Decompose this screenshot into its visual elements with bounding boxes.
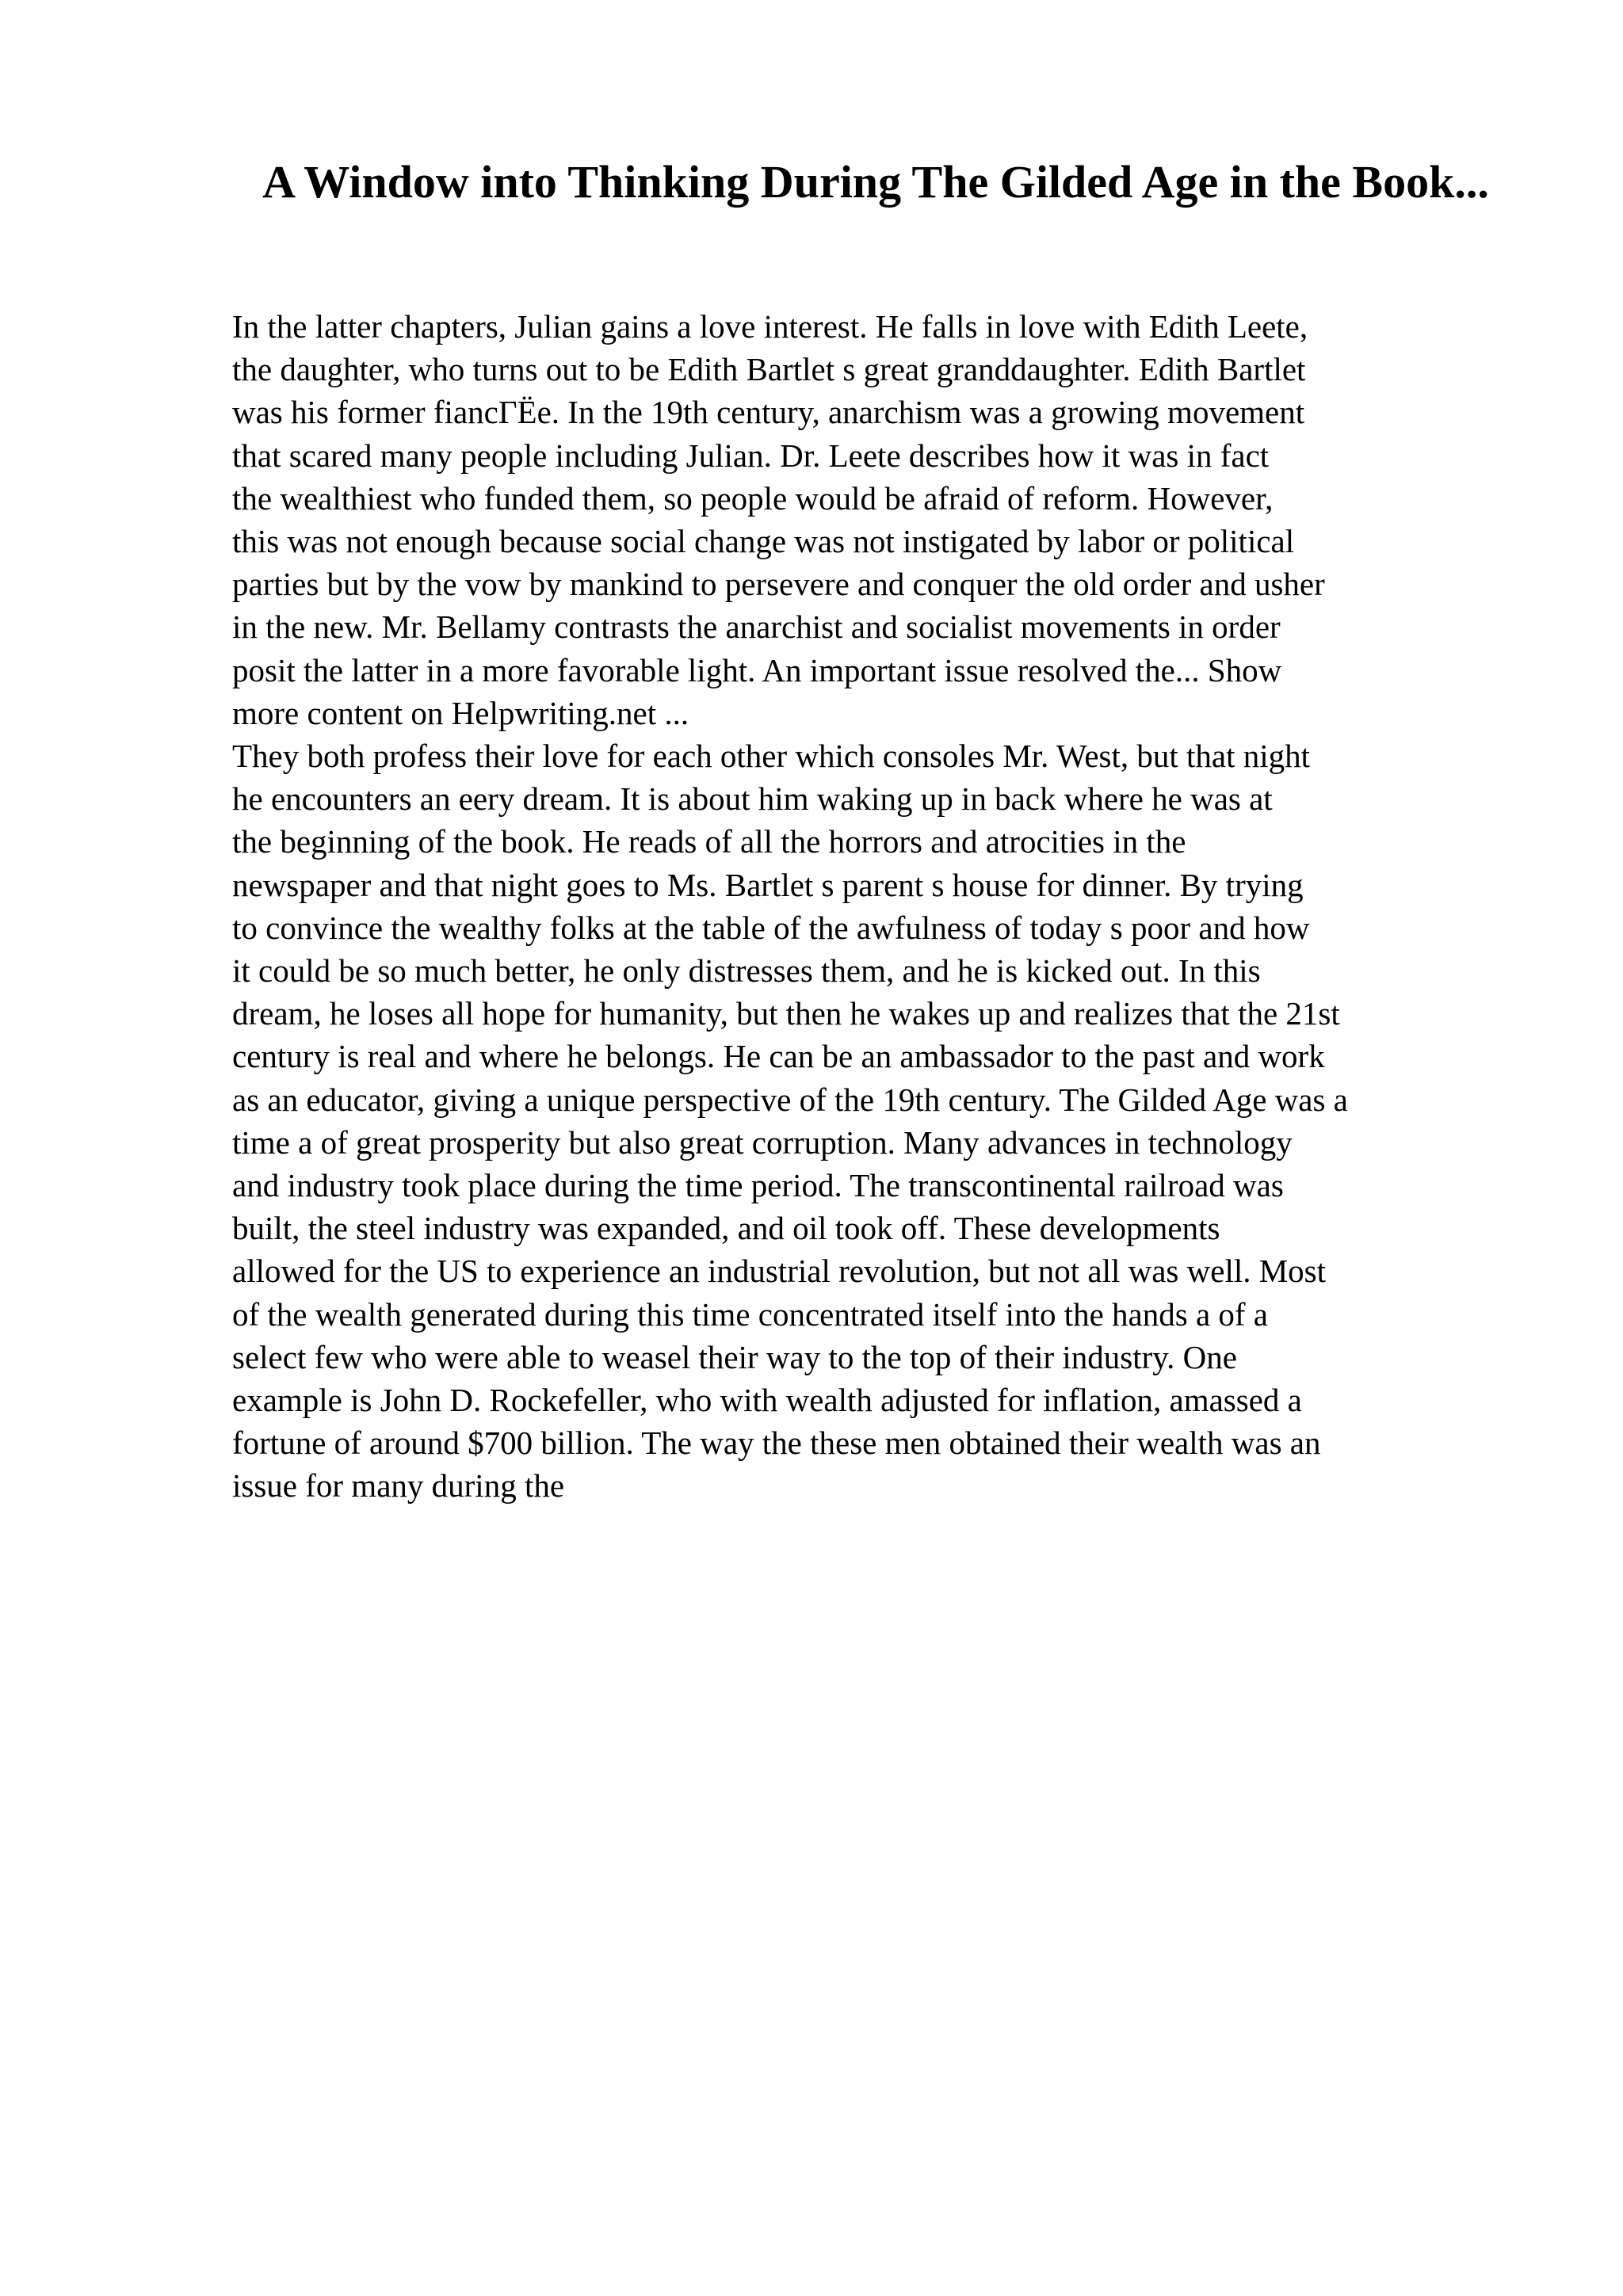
body-text-line: allowed for the US to experience an industrial revolution, but not all was well. Most <box>232 1253 1327 1290</box>
body-text-line: fortune of around $700 billion. The way the these men obtained their wealth was an <box>232 1425 1321 1462</box>
body-text-line: select few who were able to weasel their way to the top of their industry. One <box>232 1338 1237 1375</box>
body-text-line: dream, he loses all hope for humanity, but then he wakes up and realizes that the 21st <box>232 995 1340 1032</box>
body-text-line: time a of great prosperity but also great corruption. Many advances in technology <box>232 1123 1293 1161</box>
body-text-line: to convince the wealthy folks at the table of the awfulness of today s poor and how <box>232 909 1310 946</box>
body-text-line: In the latter chapters, Julian gains a love interest. He falls in love with Edith Leete, <box>232 308 1308 345</box>
body-text-line: built, the steel industry was expanded, and oil took off. These developments <box>232 1210 1220 1247</box>
body-text-line: They both profess their love for each other which consoles Mr. West, but that night <box>232 738 1311 775</box>
body-text-line: the daughter, who turns out to be Edith Bartlet s great granddaughter. Edith Bartlet <box>232 351 1306 388</box>
document-body <box>232 305 1548 1508</box>
body-text-line: as an educator, giving a unique perspective of the 19th century. The Gilded Age was a <box>232 1081 1348 1118</box>
document-title: A Window into Thinking During The Gilded Age in the Book... <box>262 156 1489 208</box>
body-text-line: issue for many during the <box>232 1467 565 1505</box>
body-text-line: he encounters an eery dream. It is about him waking up in back where he was at <box>232 780 1273 818</box>
body-text-line: the beginning of the book. He reads of all the horrors and atrocities in the <box>232 823 1186 860</box>
body-text-line: example is John D. Rockefeller, who with wealth adjusted for inflation, amassed a <box>232 1382 1302 1419</box>
body-text-line: in the new. Mr. Bellamy contrasts the anarchist and socialist movements in order <box>232 608 1281 646</box>
body-text-line: newspaper and that night goes to Ms. Bartlet s parent s house for dinner. By trying <box>232 866 1304 903</box>
body-text-line: more content on Helpwriting.net ... <box>232 694 689 731</box>
body-text-line: parties but by the vow by mankind to persevere and conquer the old order and usher <box>232 566 1325 603</box>
body-text-line: posit the latter in a more favorable light. An important issue resolved the... Show <box>232 651 1282 688</box>
body-text-line: that scared many people including Julian. Dr. Leete describes how it was in fact <box>232 437 1270 474</box>
body-text-line: century is real and where he belongs. He can be an ambassador to the past and work <box>232 1038 1325 1075</box>
body-text-line: and industry took place during the time period. The transcontinental railroad was <box>232 1167 1284 1204</box>
body-text-line: this was not enough because social change was not instigated by labor or political <box>232 523 1295 560</box>
body-text-line: the wealthiest who funded them, so people would be afraid of reform. However, <box>232 479 1274 517</box>
body-text-line: of the wealth generated during this time concentrated itself into the hands a of a <box>232 1295 1268 1333</box>
body-text-line: was his former fiancГЁe. In the 19th century, anarchism was a growing movement <box>232 394 1305 431</box>
body-text-line: it could be so much better, he only distresses them, and he is kicked out. In this <box>232 952 1261 990</box>
